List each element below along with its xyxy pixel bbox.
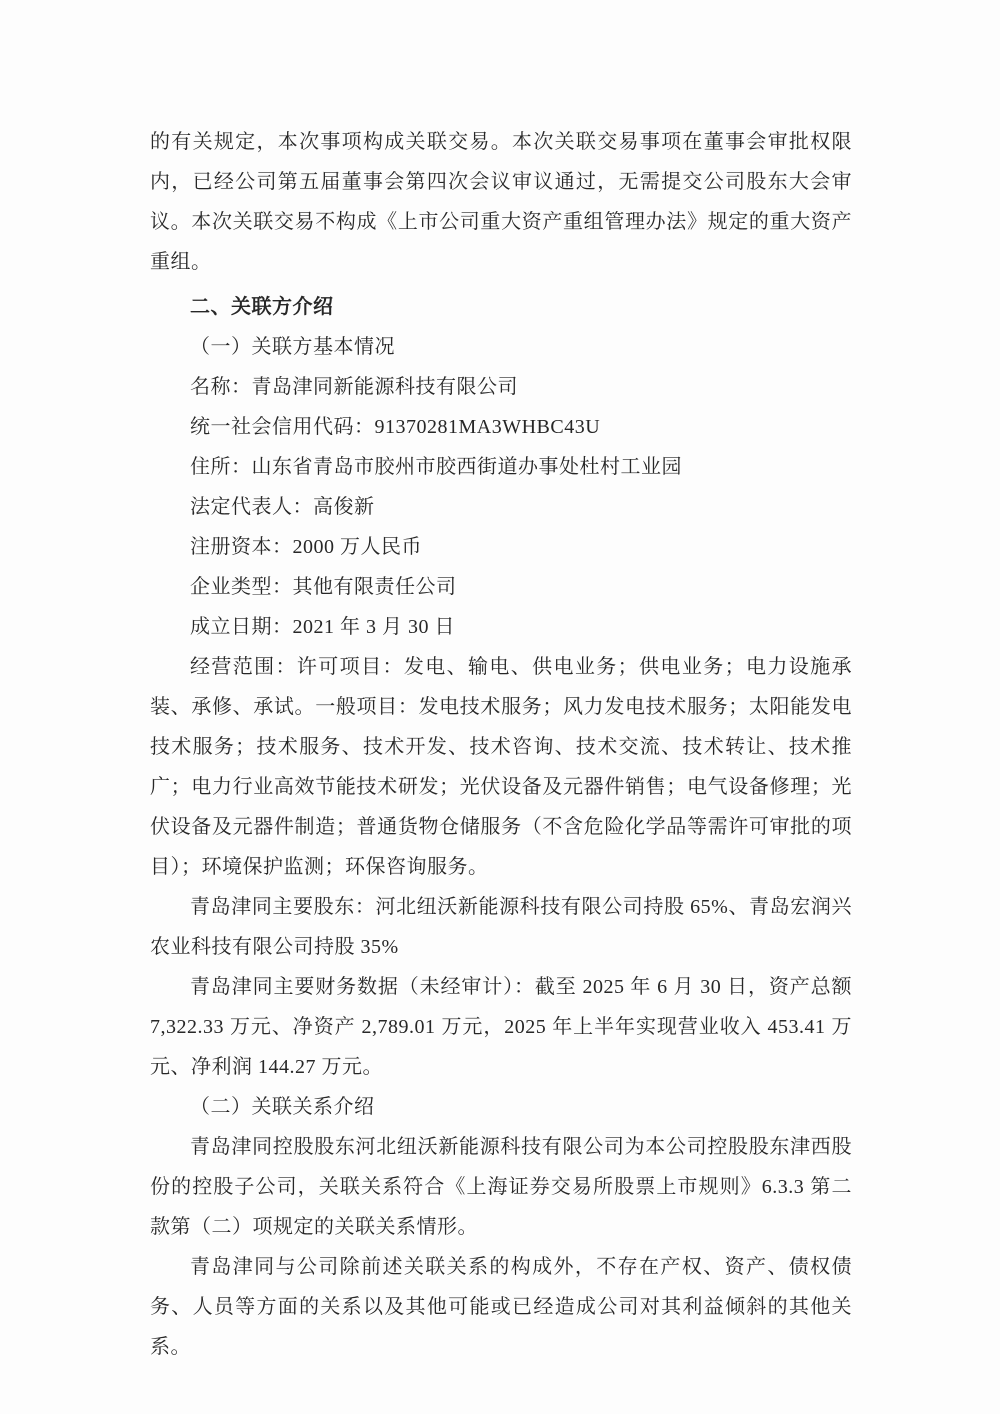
section-heading: 二、关联方介绍: [190, 296, 334, 318]
paragraph: 的有关规定，本次事项构成关联交易。本次关联交易事项在董事会审批权限内，已经公司第五届董事会第四次会议审议通过，无需提交公司股东大会审议。本次关联交易不构成《上市公司重大资产重组管理办法》规定的重大资产重组。: [150, 131, 852, 273]
paragraph: 青岛津同与公司除前述关联关系的构成外，不存在产权、资产、债权债务、人员等方面的关系以及其他可能或已经造成公司对其利益倾斜的其他关系。: [150, 1256, 852, 1358]
paragraph: 青岛津同主要股东：河北纽沃新能源科技有限公司持股 65%、青岛宏润兴农业科技有限公司持股 35%: [150, 896, 852, 958]
paragraph: （二）关联关系介绍: [190, 1096, 375, 1118]
paragraph: 注册资本：2000 万人民币: [190, 536, 422, 558]
document-body: [150, 122, 852, 1367]
paragraph: 住所：山东省青岛市胶州市胶西街道办事处杜村工业园: [190, 456, 682, 478]
paragraph: 成立日期：2021 年 3 月 30 日: [190, 616, 455, 638]
paragraph: 企业类型：其他有限责任公司: [190, 576, 457, 598]
paragraph: 名称：青岛津同新能源科技有限公司: [190, 376, 518, 398]
paragraph: 青岛津同主要财务数据（未经审计）：截至 2025 年 6 月 30 日，资产总额 7,322.33 万元、净资产 2,789.01 万元，2025 年上半年实现营业收入 453.41 万元、净利润 144.27 万元。: [150, 976, 852, 1078]
paragraph: 统一社会信用代码：91370281MA3WHBC43U: [190, 416, 601, 438]
paragraph: 青岛津同控股股东河北纽沃新能源科技有限公司为本公司控股股东津西股份的控股子公司，关联关系符合《上海证券交易所股票上市规则》6.3.3 第二款第（二）项规定的关联关系情形。: [150, 1136, 852, 1238]
paragraph: 法定代表人：高俊新: [190, 496, 375, 518]
paragraph: （一）关联方基本情况: [190, 336, 395, 358]
paragraph: 经营范围：许可项目：发电、输电、供电业务；供电业务；电力设施承装、承修、承试。一般项目：发电技术服务；风力发电技术服务；太阳能发电技术服务；技术服务、技术开发、技术咨询、技术交流、技术转让、技术推广；电力行业高效节能技术研发；光伏设备及元器件销售；电气设备修理；光伏设备及元器件制造；普通货物仓储服务（不含危险化学品等需许可审批的项目）；环境保护监测；环保咨询服务。: [150, 656, 852, 878]
